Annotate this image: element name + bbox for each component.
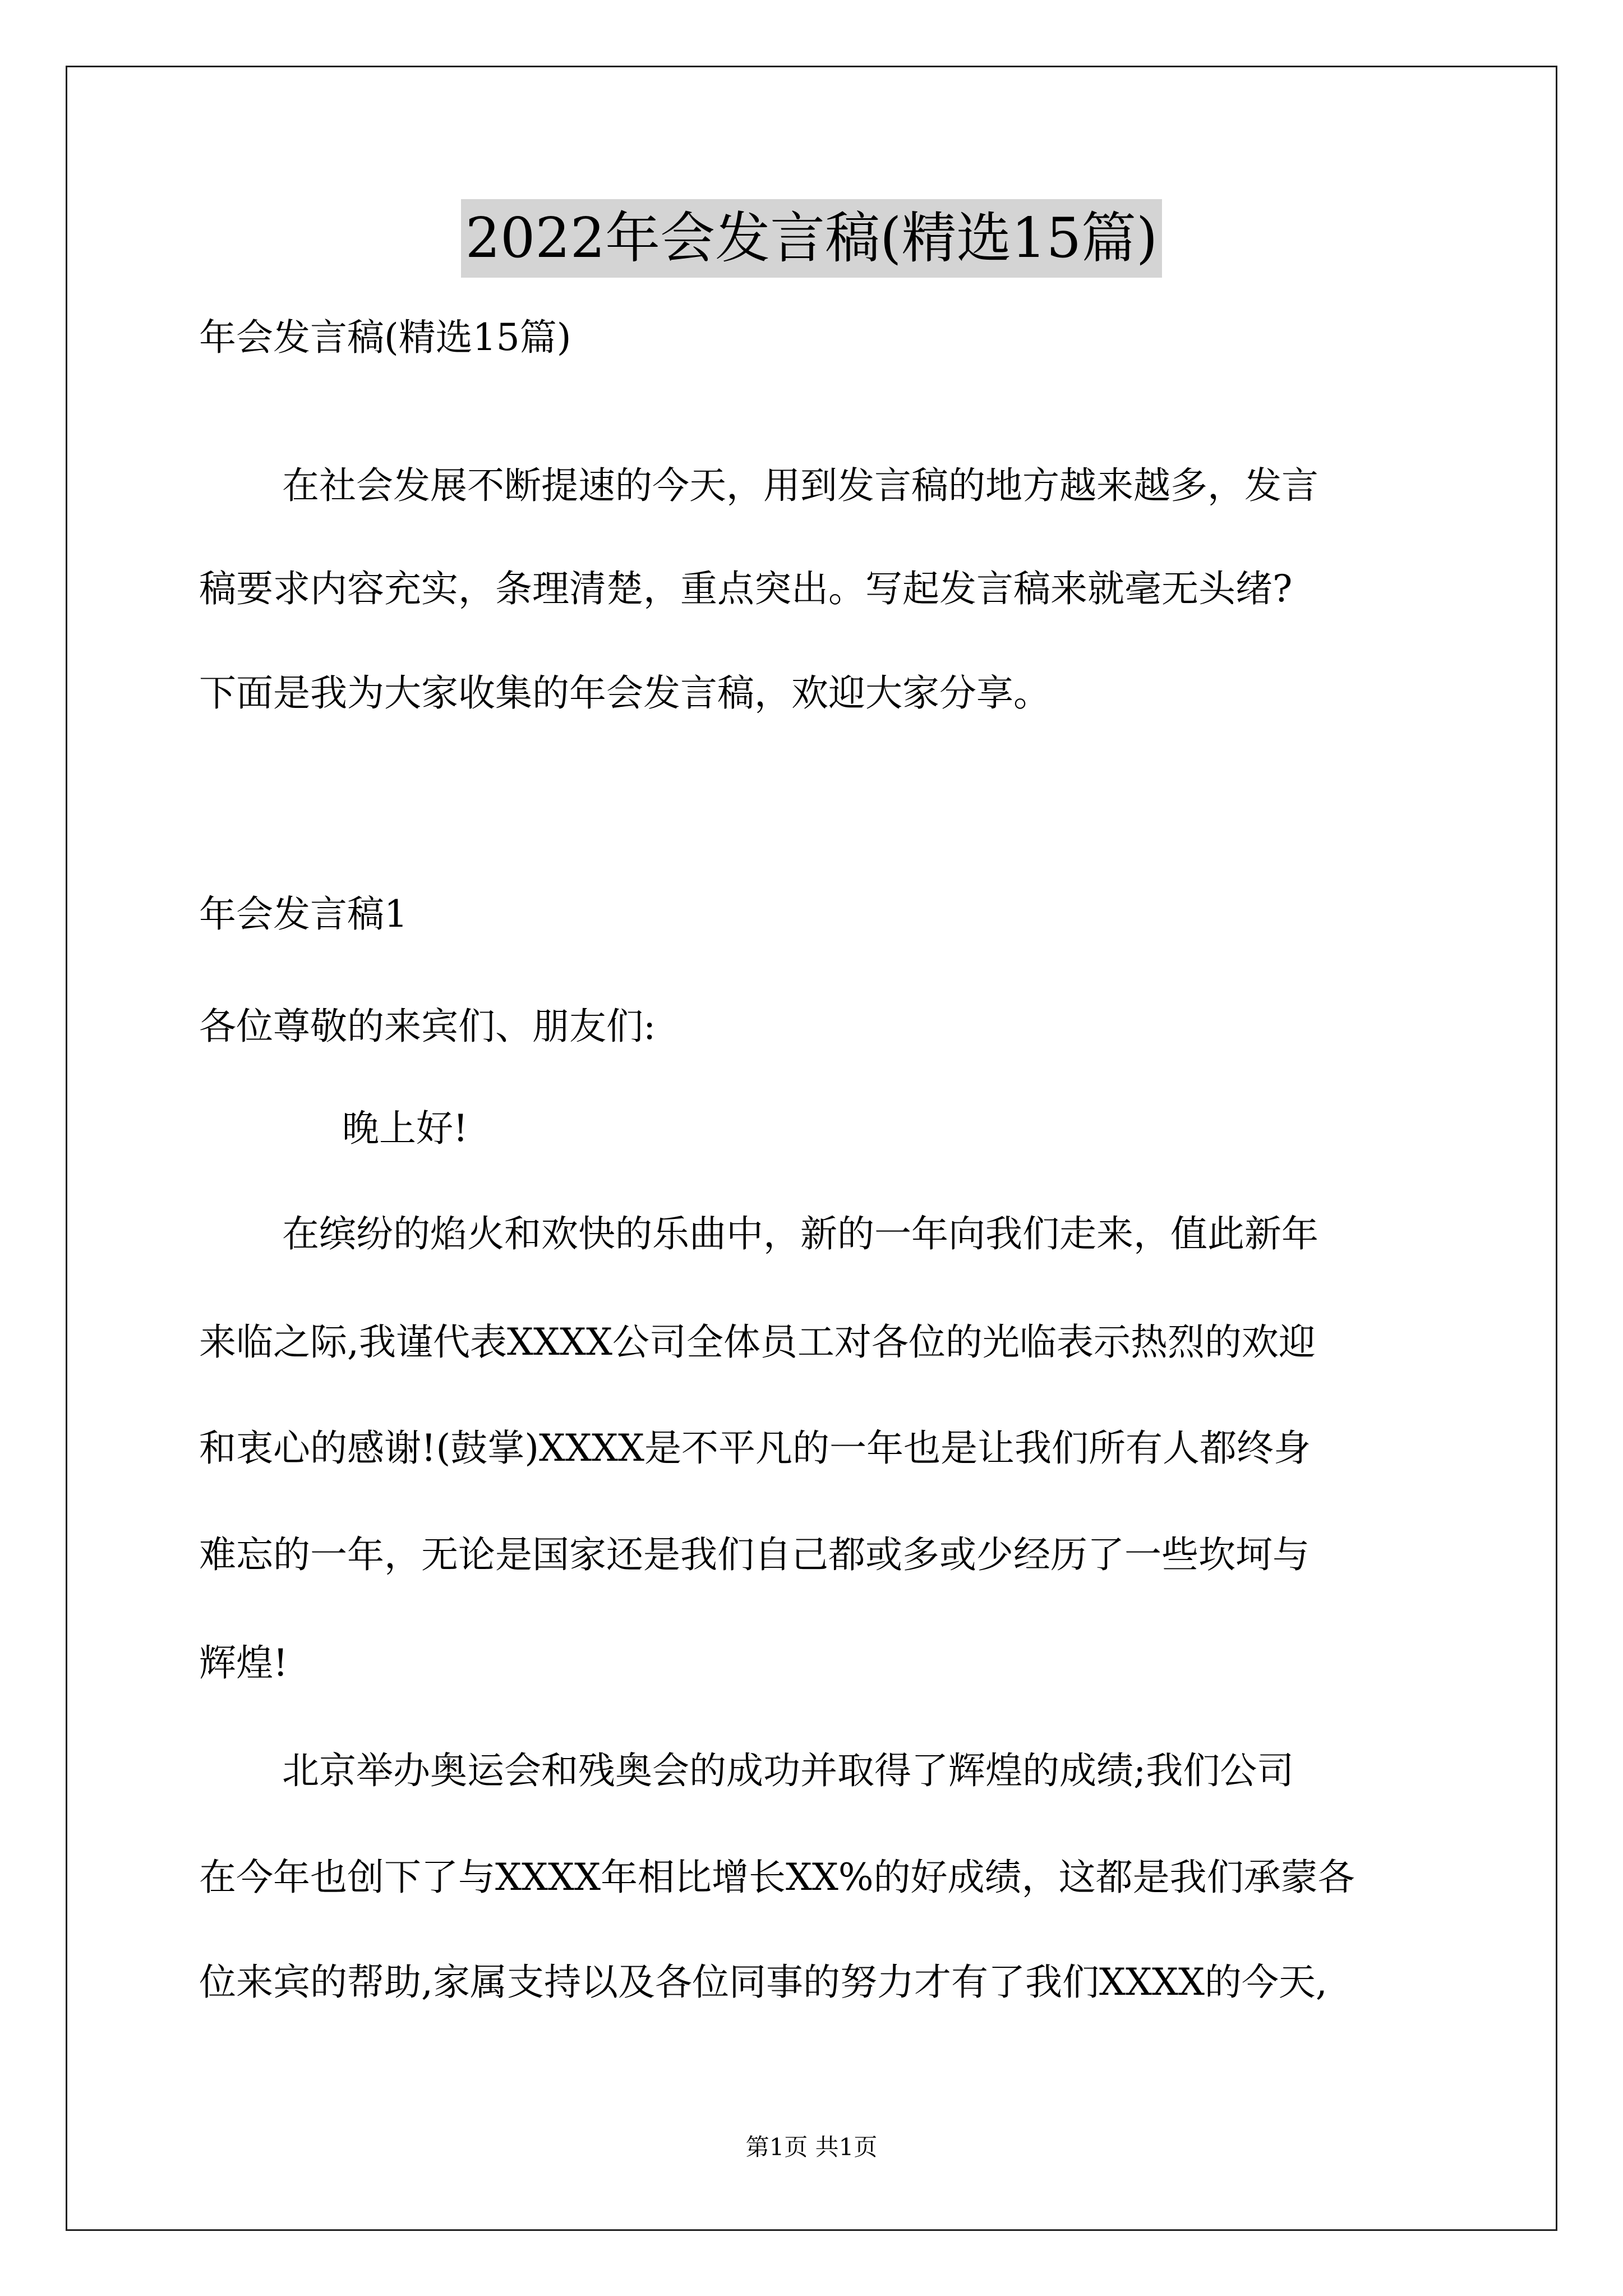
body-line-7: 在今年也创下了与XXXX年相比增长XX%的好成绩，这都是我们承蒙各 xyxy=(199,1856,1355,1899)
body-line-5: 辉煌! xyxy=(199,1641,288,1685)
intro-line-1: 在社会发展不断提速的今天，用到发言稿的地方越来越多，发言 xyxy=(282,464,1318,507)
page-footer: 第1页 共1页 xyxy=(745,2133,878,2161)
subtitle-line: 年会发言稿(精选15篇) xyxy=(199,316,571,359)
document-title: 2022年会发言稿(精选15篇) xyxy=(461,199,1163,278)
body-line-4: 难忘的一年，无论是国家还是我们自己都或多或少经历了一些坎坷与 xyxy=(199,1533,1310,1576)
greeting-line: 晚上好! xyxy=(342,1107,468,1150)
intro-line-3: 下面是我为大家收集的年会发言稿，欢迎大家分享。 xyxy=(199,671,1050,715)
title-container xyxy=(0,199,1623,278)
body-line-6: 北京举办奥运会和残奥会的成功并取得了辉煌的成绩;我们公司 xyxy=(282,1749,1294,1792)
body-line-8: 位来宾的帮助,家属支持以及各位同事的努力才有了我们XXXX的今天, xyxy=(199,1961,1327,2004)
salutation-line: 各位尊敬的来宾们、朋友们: xyxy=(199,1005,656,1048)
section-heading: 年会发言稿1 xyxy=(199,892,408,936)
body-line-1: 在缤纷的焰火和欢快的乐曲中，新的一年向我们走来，值此新年 xyxy=(282,1212,1318,1255)
intro-line-2: 稿要求内容充实，条理清楚，重点突出。写起发言稿来就毫无头绪? xyxy=(199,567,1293,610)
body-line-3: 和衷心的感谢!(鼓掌)XXXX是不平凡的一年也是让我们所有人都终身 xyxy=(199,1427,1311,1470)
body-line-2: 来临之际,我谨代表XXXX公司全体员工对各位的光临表示热烈的欢迎 xyxy=(199,1320,1316,1364)
page-border xyxy=(66,66,1557,2231)
